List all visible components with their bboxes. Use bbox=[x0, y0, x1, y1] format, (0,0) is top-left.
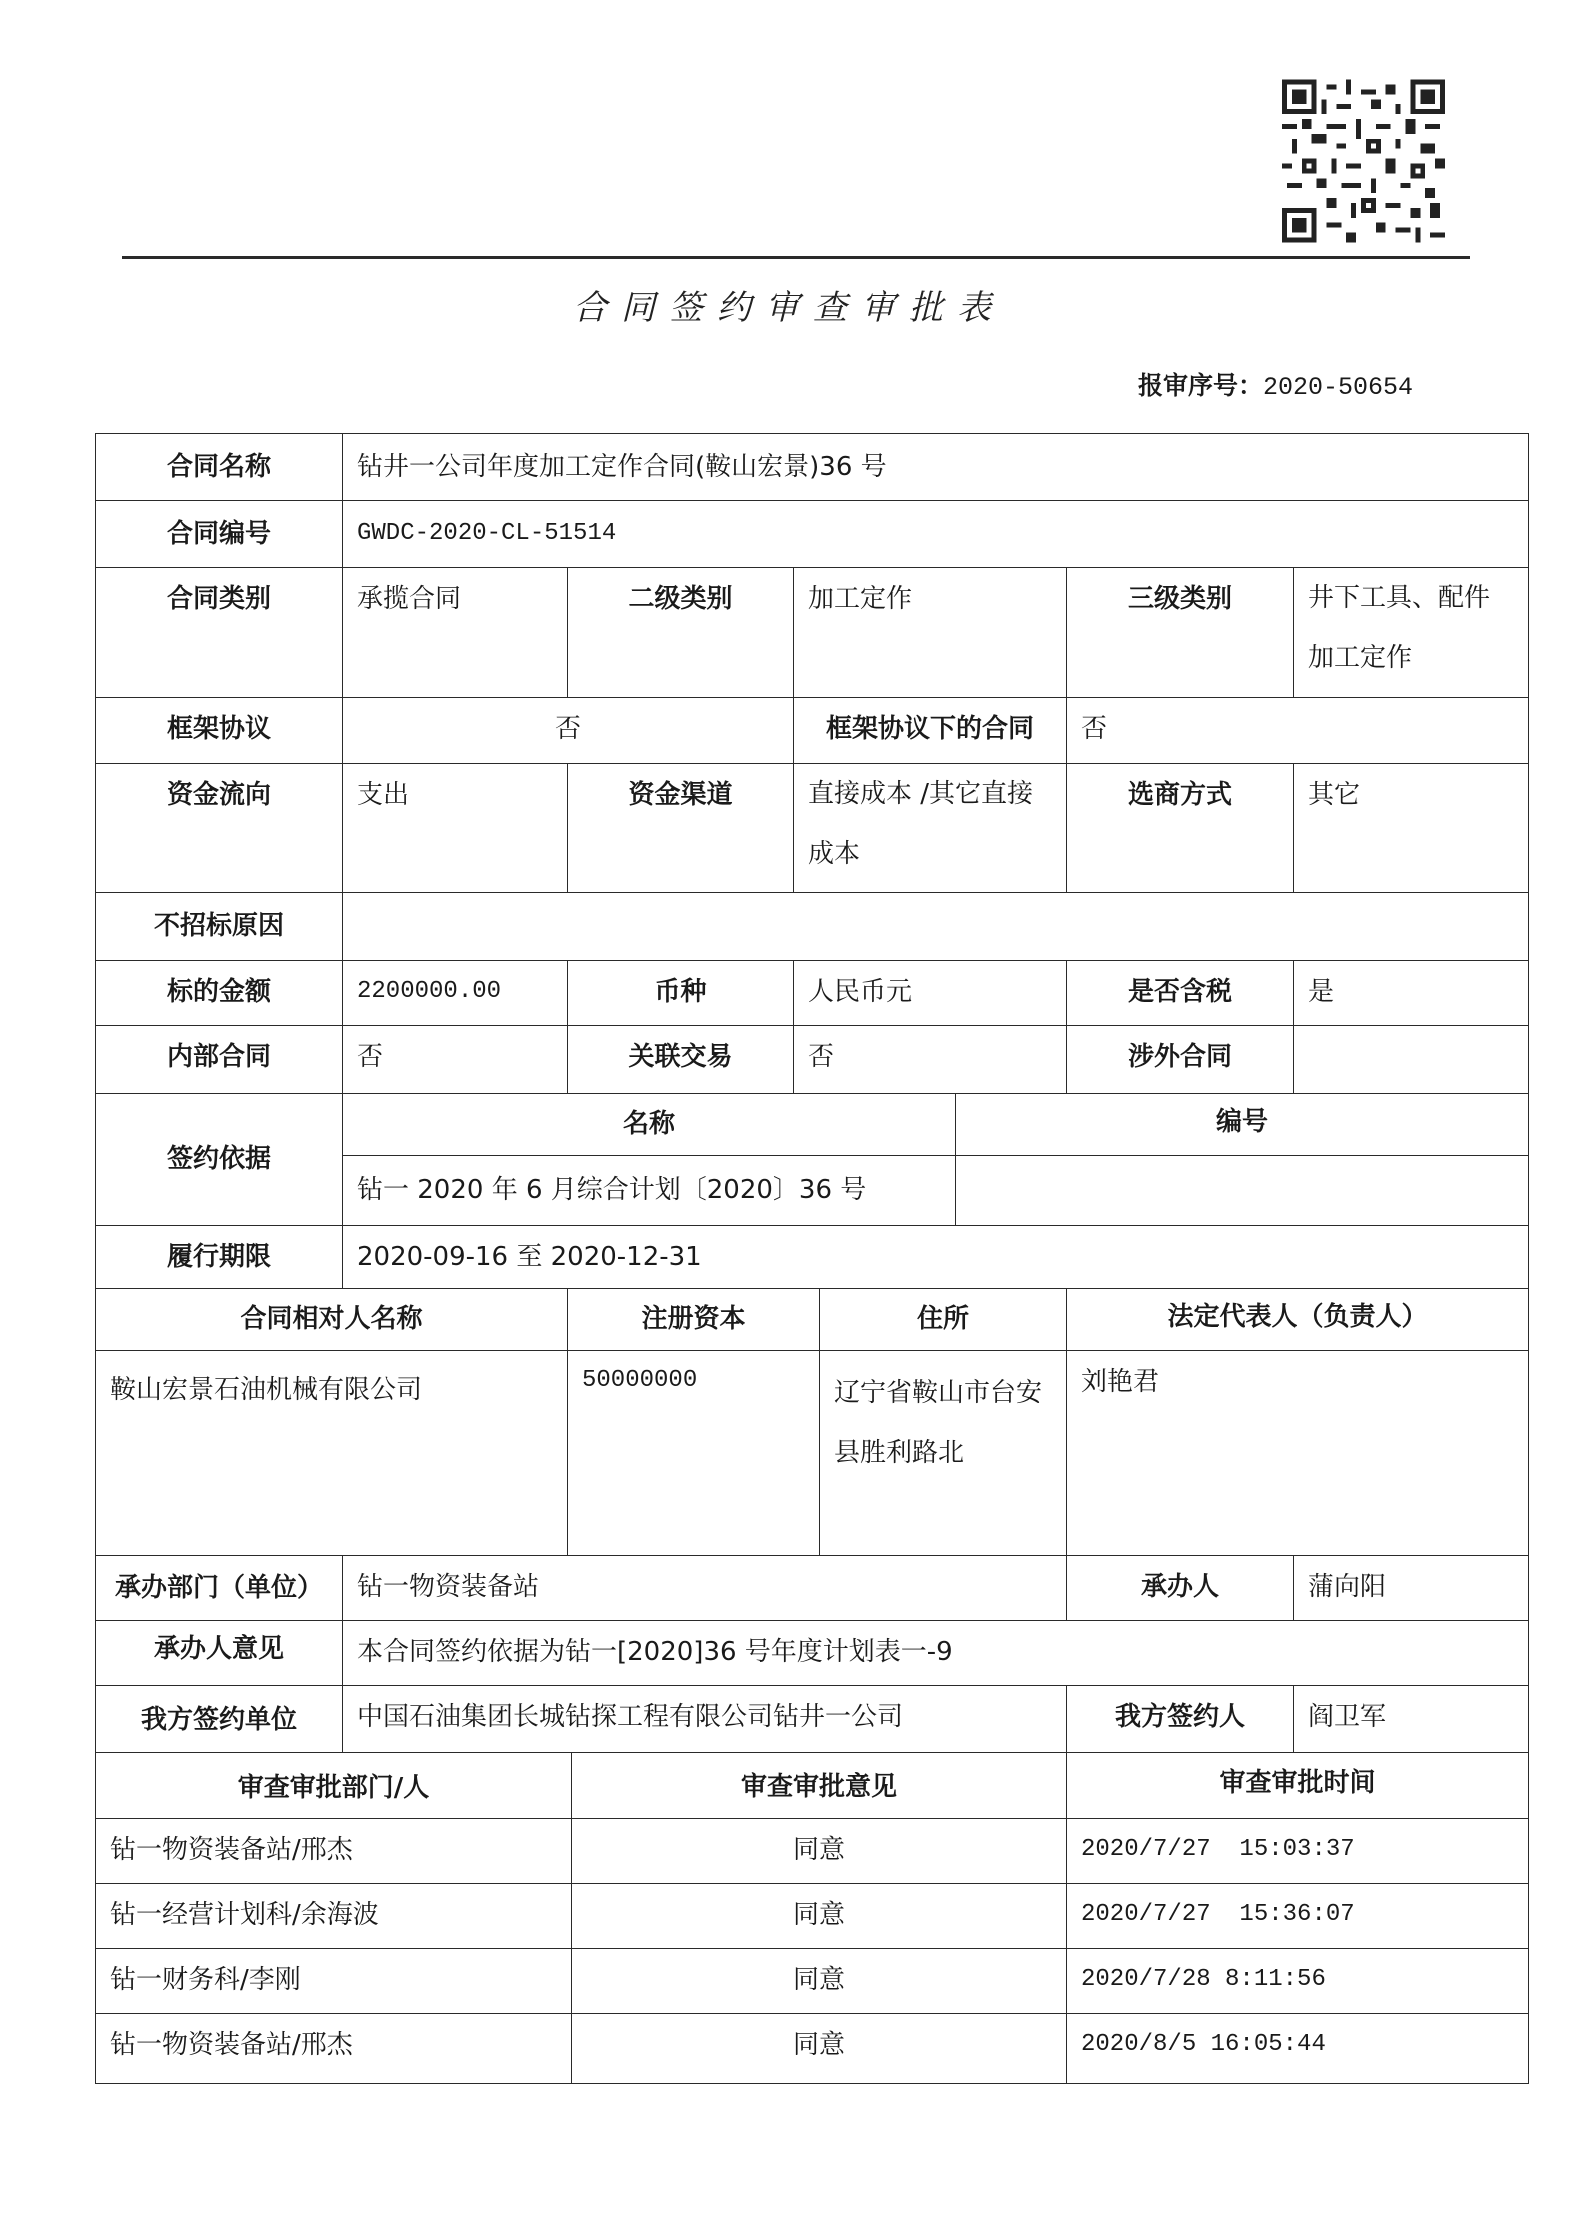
amount-value: 2200000.00 bbox=[342, 960, 568, 1026]
approval-opinion-header: 审查审批意见 bbox=[571, 1752, 1067, 1819]
counterparty-name-header: 合同相对人名称 bbox=[95, 1288, 568, 1351]
level3-type-label: 三级类别 bbox=[1066, 567, 1294, 698]
contract-type-value: 承揽合同 bbox=[342, 567, 568, 698]
related-transaction-label: 关联交易 bbox=[567, 1025, 794, 1094]
our-signer-unit-label: 我方签约单位 bbox=[95, 1685, 343, 1753]
opinion-value: 本合同签约依据为钻一[2020]36 号年度计划表一-9 bbox=[342, 1620, 1529, 1686]
tax-included-value: 是 bbox=[1293, 960, 1529, 1026]
vendor-selection-label: 选商方式 bbox=[1066, 763, 1294, 893]
tax-included-label: 是否含税 bbox=[1066, 960, 1294, 1026]
no-bid-reason-label: 不招标原因 bbox=[95, 892, 343, 961]
opinion-label: 承办人意见 bbox=[95, 1620, 343, 1686]
related-transaction-value: 否 bbox=[793, 1025, 1067, 1094]
dept-value: 钻一物资装备站 bbox=[342, 1555, 1067, 1621]
currency-label: 币种 bbox=[567, 960, 794, 1026]
approval-row-time: 2020/7/28 8:11:56 bbox=[1066, 1948, 1529, 2014]
foreign-contract-value bbox=[1293, 1025, 1529, 1094]
serial-label: 报审序号： bbox=[1138, 371, 1264, 400]
contract-no-value: GWDC-2020-CL-51514 bbox=[342, 500, 1529, 568]
dept-label: 承办部门（单位） bbox=[95, 1555, 343, 1621]
approval-row-opinion: 同意 bbox=[571, 1948, 1067, 2014]
approval-row-time: 2020/7/27 15:36:07 bbox=[1066, 1883, 1529, 1949]
registered-capital-value: 50000000 bbox=[567, 1350, 820, 1556]
approval-row-opinion: 同意 bbox=[571, 1818, 1067, 1884]
internal-contract-label: 内部合同 bbox=[95, 1025, 343, 1094]
level2-type-label: 二级类别 bbox=[567, 567, 794, 698]
basis-no-header: 编号 bbox=[955, 1093, 1529, 1156]
handler-value: 蒲向阳 bbox=[1293, 1555, 1529, 1621]
approval-row-time: 2020/7/27 15:03:37 bbox=[1066, 1818, 1529, 1884]
fund-flow-value: 支出 bbox=[342, 763, 568, 893]
approval-row-dept: 钻一物资装备站/邢杰 bbox=[95, 2013, 572, 2084]
amount-label: 标的金额 bbox=[95, 960, 343, 1026]
legal-rep-value: 刘艳君 bbox=[1066, 1350, 1529, 1556]
framework-value: 否 bbox=[342, 697, 794, 764]
contract-name-label: 合同名称 bbox=[95, 433, 343, 501]
framework-sub-value: 否 bbox=[1066, 697, 1529, 764]
level3-type-value: 井下工具、配件加工定作 bbox=[1293, 567, 1529, 698]
approval-time-header: 审查审批时间 bbox=[1066, 1752, 1529, 1819]
header-divider bbox=[122, 256, 1470, 259]
fund-channel-value: 直接成本 /其它直接成本 bbox=[793, 763, 1067, 893]
period-label: 履行期限 bbox=[95, 1225, 343, 1289]
contract-name-value: 钻井一公司年度加工定作合同(鞍山宏景)36 号 bbox=[342, 433, 1529, 501]
no-bid-reason-value bbox=[342, 892, 1529, 961]
address-value: 辽宁省鞍山市台安县胜利路北 bbox=[819, 1350, 1067, 1556]
counterparty-name-value: 鞍山宏景石油机械有限公司 bbox=[95, 1350, 568, 1556]
our-signer-value: 阎卫军 bbox=[1293, 1685, 1529, 1753]
basis-name-value: 钻一 2020 年 6 月综合计划〔2020〕36 号 bbox=[342, 1155, 956, 1226]
framework-sub-label: 框架协议下的合同 bbox=[793, 697, 1067, 764]
fund-channel-label: 资金渠道 bbox=[567, 763, 794, 893]
approval-row-time: 2020/8/5 16:05:44 bbox=[1066, 2013, 1529, 2084]
contract-type-label: 合同类别 bbox=[95, 567, 343, 698]
page-title: 合同签约审查审批表 bbox=[573, 288, 1005, 328]
fund-flow-label: 资金流向 bbox=[95, 763, 343, 893]
approval-dept-header: 审查审批部门/人 bbox=[95, 1752, 572, 1819]
registered-capital-header: 注册资本 bbox=[567, 1288, 820, 1351]
foreign-contract-label: 涉外合同 bbox=[1066, 1025, 1294, 1094]
address-header: 住所 bbox=[819, 1288, 1067, 1351]
internal-contract-value: 否 bbox=[342, 1025, 568, 1094]
legal-rep-header: 法定代表人（负责人） bbox=[1066, 1288, 1529, 1351]
serial-value: 2020-50654 bbox=[1263, 373, 1414, 402]
level2-type-value: 加工定作 bbox=[793, 567, 1067, 698]
framework-label: 框架协议 bbox=[95, 697, 343, 764]
vendor-selection-value: 其它 bbox=[1293, 763, 1529, 893]
currency-value: 人民币元 bbox=[793, 960, 1067, 1026]
approval-row-dept: 钻一财务科/李刚 bbox=[95, 1948, 572, 2014]
approval-row-opinion: 同意 bbox=[571, 2013, 1067, 2084]
basis-no-value bbox=[955, 1155, 1529, 1226]
handler-label: 承办人 bbox=[1066, 1555, 1294, 1621]
our-signer-label: 我方签约人 bbox=[1066, 1685, 1294, 1753]
serial-number bbox=[1138, 366, 1413, 402]
approval-row-opinion: 同意 bbox=[571, 1883, 1067, 1949]
qr-code-icon bbox=[1282, 77, 1445, 245]
our-signer-unit-value: 中国石油集团长城钻探工程有限公司钻井一公司 bbox=[342, 1685, 1067, 1753]
basis-name-header: 名称 bbox=[342, 1093, 956, 1156]
approval-row-dept: 钻一物资装备站/邢杰 bbox=[95, 1818, 572, 1884]
period-value: 2020-09-16 至 2020-12-31 bbox=[342, 1225, 1529, 1289]
basis-label: 签约依据 bbox=[95, 1093, 343, 1226]
contract-no-label: 合同编号 bbox=[95, 500, 343, 568]
approval-row-dept: 钻一经营计划科/余海波 bbox=[95, 1883, 572, 1949]
